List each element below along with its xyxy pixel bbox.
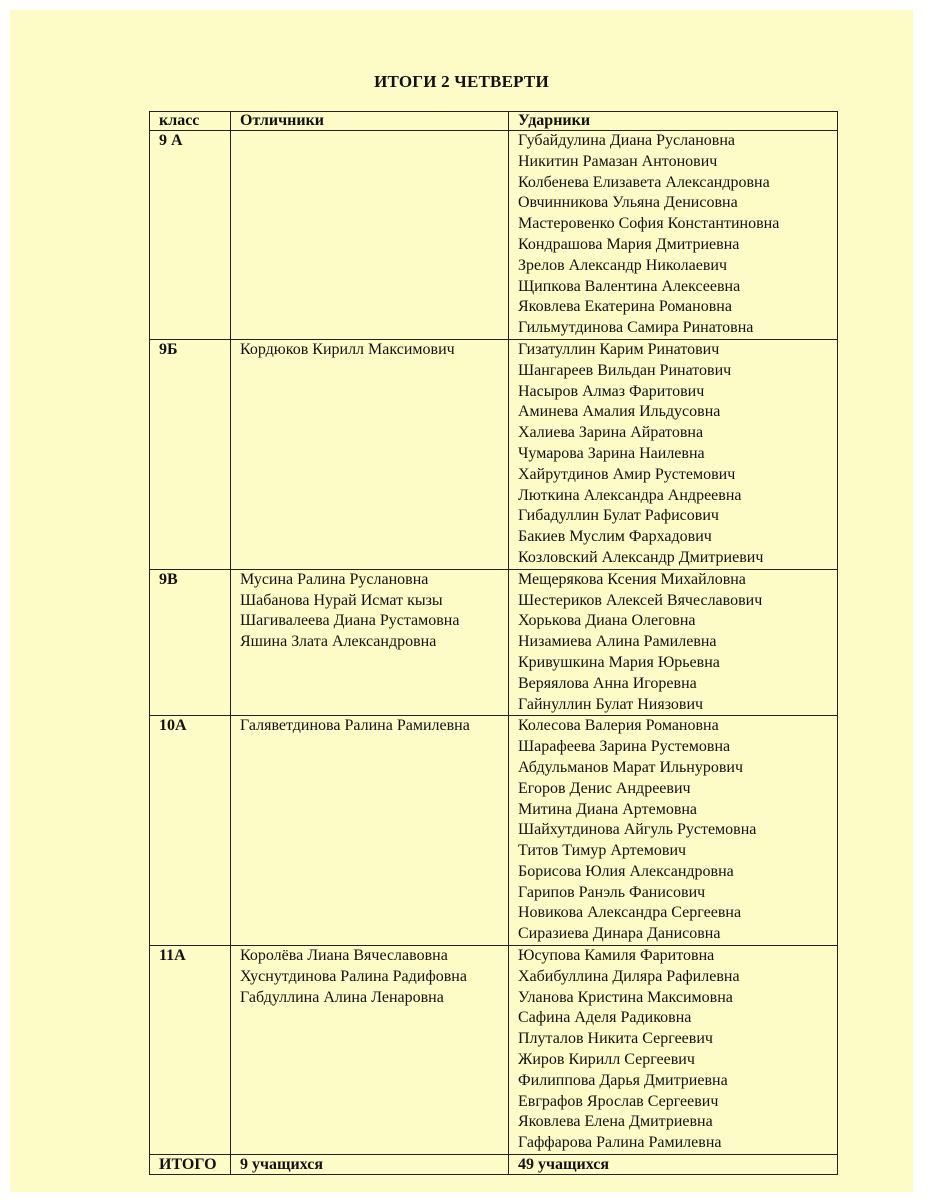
good-student-name: Егоров Денис Андреевич bbox=[518, 779, 691, 797]
results-table bbox=[149, 111, 838, 1175]
good-student-name: Кондрашова Мария Дмитриевна bbox=[518, 235, 740, 253]
good-student-name: Веряялова Анна Игоревна bbox=[518, 674, 697, 692]
class-row bbox=[150, 131, 838, 340]
page-title: ИТОГИ 2 ЧЕТВЕРТИ bbox=[374, 72, 549, 91]
good-student-name: Кривушкина Мария Юрьевна bbox=[518, 653, 720, 671]
good-student-name: Бакиев Муслим Фархадович bbox=[518, 528, 712, 546]
good-student-name: Зрелов Александр Николаевич bbox=[518, 256, 727, 274]
good-cell bbox=[509, 569, 838, 716]
header-excellent: Отличники bbox=[231, 112, 509, 131]
excellent-student-name: Хуснутдинова Ралина Радифовна bbox=[240, 967, 467, 985]
good-student-name: Овчинникова Ульяна Денисовна bbox=[518, 194, 738, 212]
good-student-name: Хайрутдинов Амир Рустемович bbox=[518, 465, 736, 483]
good-student-name: Яковлева Елена Дмитриевна bbox=[518, 1113, 713, 1131]
good-student-name: Юсупова Камиля Фаритовна bbox=[518, 947, 715, 965]
excellent-student-name: Королёва Лиана Вячеславовна bbox=[240, 947, 448, 965]
good-student-name: Козловский Александр Дмитриевич bbox=[518, 548, 764, 566]
good-student-name: Гибадуллин Булат Рафисович bbox=[518, 507, 719, 525]
class-row bbox=[150, 946, 838, 1155]
header-class: класс bbox=[150, 112, 231, 131]
excellent-cell bbox=[231, 131, 509, 340]
good-student-name: Хабибуллина Диляра Рафилевна bbox=[518, 967, 740, 985]
good-student-name: Гайнуллин Булат Ниязович bbox=[518, 695, 704, 713]
class-label: 11А bbox=[159, 947, 186, 965]
excellent-student-name: Шагивалеева Диана Рустамовна bbox=[240, 612, 460, 630]
good-student-name: Насыров Алмаз Фаритович bbox=[518, 382, 705, 400]
good-student-name: Плуталов Никита Сергеевич bbox=[518, 1030, 713, 1048]
class-cell bbox=[150, 716, 231, 946]
good-student-name: Гаффарова Ралина Рамилевна bbox=[518, 1134, 722, 1152]
document-page bbox=[10, 10, 913, 1192]
excellent-cell bbox=[231, 569, 509, 716]
good-student-name: Яковлева Екатерина Романовна bbox=[518, 298, 732, 316]
class-cell bbox=[150, 339, 231, 569]
good-student-name: Новикова Александра Сергеевна bbox=[518, 904, 742, 922]
good-student-name: Сиразиева Динара Данисовна bbox=[518, 925, 721, 943]
excellent-student-name: Габдуллина Алина Ленаровна bbox=[240, 988, 444, 1006]
good-student-name: Мещерякова Ксения Михайловна bbox=[518, 570, 746, 588]
total-excellent: 9 учащихся bbox=[231, 1155, 509, 1175]
table-header-row bbox=[150, 112, 838, 131]
excellent-student-name: Яшина Злата Александровна bbox=[240, 633, 437, 651]
good-student-name: Колесова Валерия Романовна bbox=[518, 717, 719, 735]
good-student-name: Шангареев Вильдан Ринатович bbox=[518, 361, 732, 379]
good-student-name: Гарипов Ранэль Фанисович bbox=[518, 883, 706, 901]
excellent-cell bbox=[231, 946, 509, 1155]
total-label: ИТОГО bbox=[150, 1155, 231, 1175]
good-student-name: Мастеровенко София Константиновна bbox=[518, 215, 780, 233]
good-student-name: Евграфов Ярослав Сергеевич bbox=[518, 1092, 719, 1110]
good-student-name: Жиров Кирилл Сергеевич bbox=[518, 1051, 695, 1069]
good-student-name: Филиппова Дарья Дмитриевна bbox=[518, 1071, 728, 1089]
good-cell bbox=[509, 339, 838, 569]
good-student-name: Хорькова Диана Олеговна bbox=[518, 612, 696, 630]
good-student-name: Люткина Александра Андреевна bbox=[518, 486, 742, 504]
good-student-name: Гильмутдинова Самира Ринатовна bbox=[518, 319, 754, 337]
excellent-student-name: Мусина Ралина Руслановна bbox=[240, 570, 429, 588]
excellent-cell bbox=[231, 716, 509, 946]
class-cell bbox=[150, 946, 231, 1155]
good-student-name: Чумарова Зарина Наилевна bbox=[518, 444, 705, 462]
good-student-name: Аминева Амалия Ильдусовна bbox=[518, 403, 721, 421]
table-body bbox=[150, 131, 838, 1155]
good-student-name: Борисова Юлия Александровна bbox=[518, 862, 734, 880]
header-good: Ударники bbox=[509, 112, 838, 131]
good-student-name: Митина Диана Артемовна bbox=[518, 800, 698, 818]
total-row bbox=[150, 1155, 838, 1175]
total-good: 49 учащихся bbox=[509, 1155, 838, 1175]
class-label: 10А bbox=[159, 717, 187, 735]
excellent-student-name: Галяветдинова Ралина Рамилевна bbox=[240, 717, 470, 735]
good-student-name: Шайхутдинова Айгуль Рустемовна bbox=[518, 821, 757, 839]
class-label: 9Б bbox=[159, 340, 178, 358]
good-student-name: Никитин Рамазан Антонович bbox=[518, 152, 718, 170]
excellent-cell bbox=[231, 339, 509, 569]
class-row bbox=[150, 569, 838, 716]
class-cell bbox=[150, 569, 231, 716]
class-row bbox=[150, 339, 838, 569]
good-student-name: Колбенева Елизавета Александровна bbox=[518, 173, 770, 191]
excellent-student-name: Кордюков Кирилл Максимович bbox=[240, 340, 455, 358]
class-cell bbox=[150, 131, 231, 340]
class-row bbox=[150, 716, 838, 946]
good-student-name: Халиева Зарина Айратовна bbox=[518, 424, 704, 442]
good-student-name: Низамиева Алина Рамилевна bbox=[518, 633, 717, 651]
good-student-name: Гизатуллин Карим Ринатович bbox=[518, 340, 720, 358]
good-student-name: Уланова Кристина Максимовна bbox=[518, 988, 733, 1006]
class-label: 9 А bbox=[159, 132, 183, 149]
excellent-student-name: Шабанова Нурай Исмат кызы bbox=[240, 591, 443, 609]
good-student-name: Щипкова Валентина Алексеевна bbox=[518, 277, 741, 295]
good-cell bbox=[509, 946, 838, 1155]
good-cell bbox=[509, 716, 838, 946]
good-student-name: Губайдулина Диана Руслановна bbox=[518, 132, 735, 149]
good-cell bbox=[509, 131, 838, 340]
good-student-name: Шестериков Алексей Вячеславович bbox=[518, 591, 763, 609]
class-label: 9В bbox=[159, 570, 178, 588]
good-student-name: Титов Тимур Артемович bbox=[518, 842, 687, 860]
good-student-name: Сафина Аделя Радиковна bbox=[518, 1009, 692, 1027]
good-student-name: Шарафеева Зарина Рустемовна bbox=[518, 738, 731, 756]
good-student-name: Абдульманов Марат Ильнурович bbox=[518, 758, 744, 776]
